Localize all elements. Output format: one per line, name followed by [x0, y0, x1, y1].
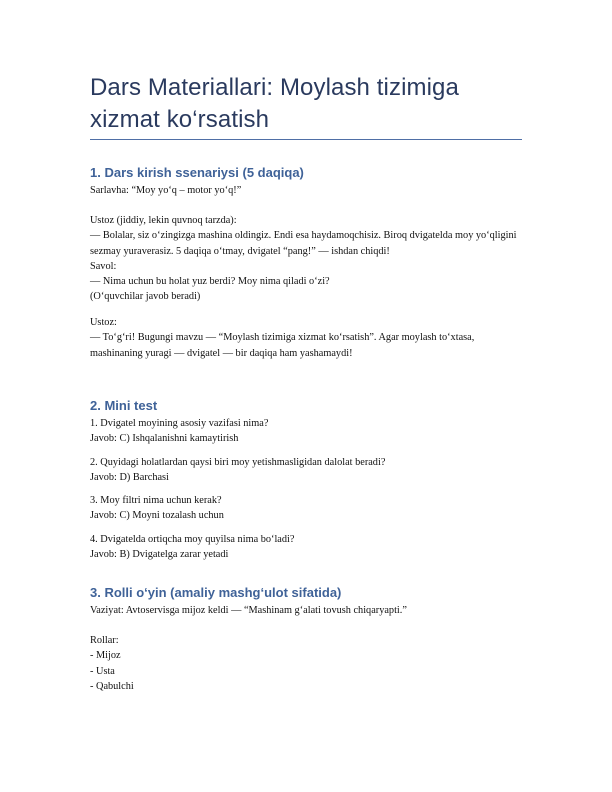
paragraph: Ustoz: — To‘g‘ri! Bugungi mavzu — “Moylash tizimiga xizmat ko‘rsatish”. Agar moylash to‘xtasa, mashinaning yuragi — dvigatel — bir daqiqa ham yashamaydi! — [90, 317, 475, 359]
section-heading: 2. Mini test — [90, 398, 158, 413]
section-heading: 1. Dars kirish ssenariysi (5 daqiqa) — [90, 165, 304, 180]
paragraph: Ustoz (jiddiy, lekin quvnoq tarzda): — Bolalar, siz o‘zingizga mashina oldingiz. Endi esa haydamoqchisiz. Biroq dvigatelda moy yo‘qligini sezmay yuraverasiz. 5 daqiqa o‘tmay, dvigatel “pang!” — ishdan chiqdi! Savol: — Nima uchun bu holat yuz berdi? Moy nima qiladi o‘zi? (O‘quvchilar javob beradi) — [90, 215, 517, 303]
title-divider — [90, 139, 522, 140]
paragraph: 4. Dvigatelda ortiqcha moy quyilsa nima bo‘ladi? Javob: B) Dvigatelga zarar yetadi — [90, 534, 295, 561]
document-title: Dars Materiallari: Moylash tizimiga xizmat ko‘rsatish — [90, 74, 459, 133]
paragraph: 3. Moy filtri nima uchun kerak? Javob: C) Moyni tozalash uchun — [90, 495, 224, 522]
paragraph: 1. Dvigatel moyining asosiy vazifasi nima? Javob: C) Ishqalanishni kamaytirish — [90, 418, 269, 445]
section-heading: 3. Rolli o‘yin (amaliy mashg‘ulot sifatida) — [90, 585, 342, 600]
paragraph: Rollar: - Mijoz - Usta - Qabulchi — [90, 635, 134, 692]
paragraph: Vaziyat: Avtoservisga mijoz keldi — “Mashinam g‘alati tovush chiqaryapti.” — [90, 605, 407, 616]
paragraph: Sarlavha: “Moy yo‘q – motor yo‘q!” — [90, 185, 242, 196]
paragraph: 2. Quyidagi holatlardan qaysi biri moy yetishmasligidan dalolat beradi? Javob: D) Barchasi — [90, 457, 386, 484]
